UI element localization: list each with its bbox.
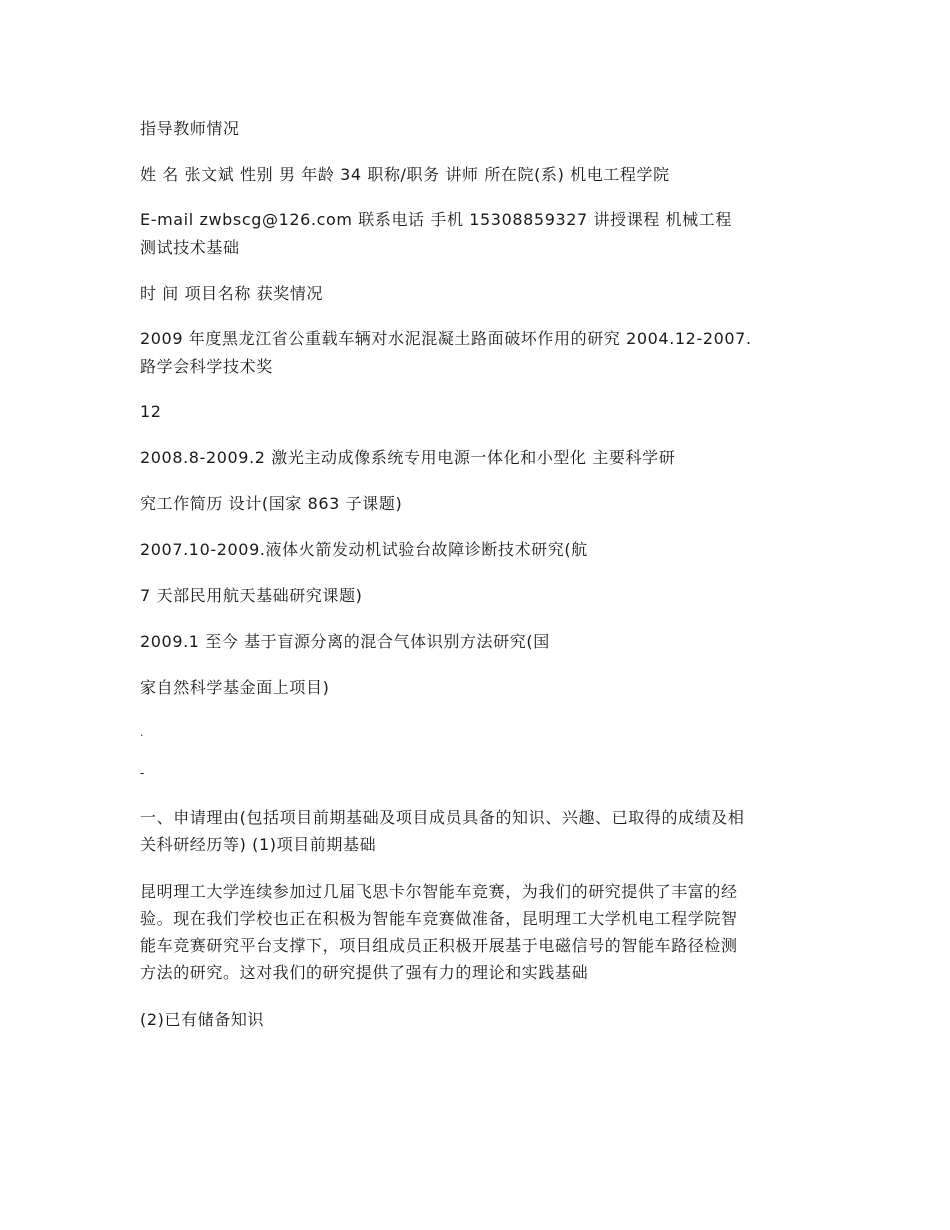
advisor-course-line: 测试技术基础	[140, 238, 240, 257]
paragraph-line: 方法的研究。这对我们的研究提供了强有力的理论和实践基础	[140, 963, 589, 982]
research-item-line: 7 天部民用航天基础研究课题)	[140, 586, 363, 605]
section-heading-reason: 一、申请理由(包括项目前期基础及项目成员具备的知识、兴趣、已取得的成绩及相	[140, 808, 745, 827]
research-item-line: 12	[140, 402, 162, 421]
research-item-line: 2009.1 至今 基于盲源分离的混合气体识别方法研究(国	[140, 632, 550, 651]
research-item-line: 2009 年度黑龙江省公重载车辆对水泥混凝土路面破坏作用的研究 2004.12-2007.	[140, 329, 752, 348]
research-item-line: 家自然科学基金面上项目)	[140, 678, 330, 697]
stray-mark: .	[140, 726, 145, 739]
research-item-line: 2008.8-2009.2 激光主动成像系统专用电源一体化和小型化 主要科学研	[140, 448, 676, 467]
paragraph-line: 能车竞赛研究平台支撑下，项目组成员正积极开展基于电磁信号的智能车路径检测	[140, 936, 738, 955]
paragraph-line: 昆明理工大学连续参加过几届飞思卡尔智能车竞赛，为我们的研究提供了丰富的经	[140, 882, 738, 901]
section-heading-reason: 关科研经历等) (1)项目前期基础	[140, 835, 377, 854]
table-header-line: 时 间 项目名称 获奖情况	[140, 284, 324, 303]
research-item-line: 路学会科学技术奖	[140, 357, 273, 376]
research-item-line: 2007.10-2009.液体火箭发动机试验台故障诊断技术研究(航	[140, 540, 588, 559]
research-item-line: 究工作简历 设计(国家 863 子课题)	[140, 494, 403, 513]
advisor-contact-line: E-mail zwbscg@126.com 联系电话 手机 15308859327 讲授课程 机械工程	[140, 210, 732, 229]
stray-mark: -	[140, 766, 145, 780]
paragraph-line: 验。现在我们学校也正在积极为智能车竞赛做准备，昆明理工大学机电工程学院智	[140, 909, 738, 928]
section-heading-advisor: 指导教师情况	[140, 119, 240, 138]
subsection-heading-knowledge: (2)已有储备知识	[140, 1010, 265, 1029]
advisor-info-line: 姓 名 张文斌 性别 男 年龄 34 职称/职务 讲师 所在院(系) 机电工程学院	[140, 165, 670, 184]
